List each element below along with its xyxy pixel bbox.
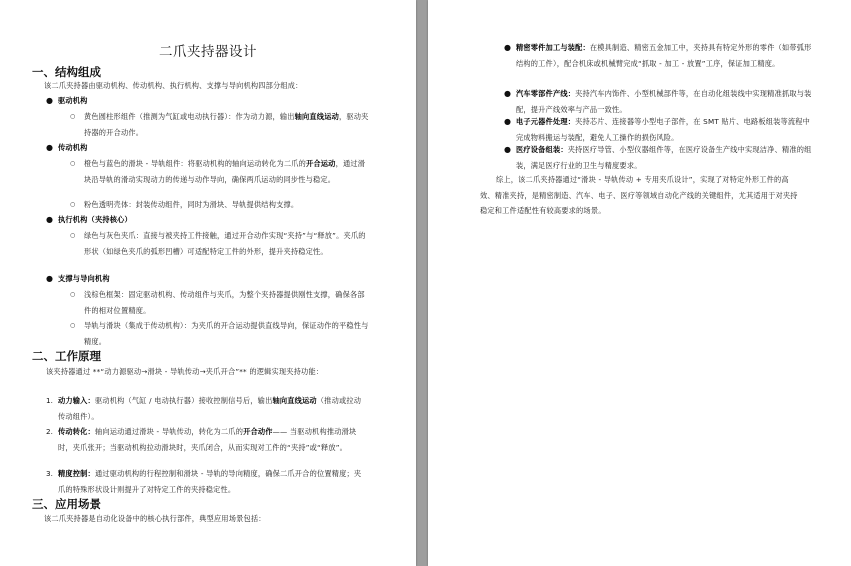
bullet-disc-icon: ● (504, 89, 511, 98)
bullet-disc-icon: ● (46, 96, 53, 105)
structure-item-title: 执行机构（夹持核心） (58, 215, 132, 224)
section-heading-structure: 一、结构组成 (32, 65, 101, 79)
step-number: 1. (46, 396, 53, 405)
bullet-circle-icon: ○ (70, 160, 76, 167)
document-page-left (0, 0, 416, 566)
applications-intro: 该二爪夹持器是自动化设备中的核心执行部件，典型应用场景包括： (44, 514, 266, 523)
bullet-circle-icon: ○ (70, 291, 76, 298)
application-item: 精密零件加工与装配：在模具制造、精密五金加工中，夹持具有特定外形的零件（如带弧形结构的工件），配合机床或机械臂完成“抓取 - 加工 - 放置”工序，保证加工精度。 (516, 43, 812, 68)
document-title: 二爪夹持器设计 (159, 44, 257, 60)
structure-sub-item: 黄色圆柱形组件（推测为气缸或电动执行器）：作为动力源，输出轴向直线运动，驱动夹持器的开合动作。 (84, 112, 369, 137)
conclusion-paragraph: 综上，该二爪夹持器通过“滑块 - 导轨传动 + 专用夹爪设计”，实现了对特定外形工件的高效、精准夹持，是精密制造、汽车、电子、医疗等领域自动化产线的关键组件，尤其适用于对夹持稳定和工件适配性有较高要求的场景。 (480, 175, 798, 216)
application-item: 汽车零部件产线：夹持汽车内饰件、小型机械部件等，在自动化组装线中实现精准抓取与装配，提升产线效率与产品一致性。 (516, 89, 812, 114)
bullet-disc-icon: ● (504, 117, 511, 126)
structure-item-title: 传动机构 (58, 143, 88, 152)
principle-step: 传动转化：轴向运动通过滑块 - 导轨传动，转化为二爪的开合动作—— 当驱动机构推动滑块时，夹爪张开；当驱动机构拉动滑块时，夹爪闭合，从而实现对工件的“夹持”或“释放”。 (58, 427, 357, 452)
structure-intro: 该二爪夹持器由驱动机构、传动机构、执行机构、支撑与导向机构四部分组成： (44, 81, 303, 90)
principle-step: 精度控制：通过驱动机构的行程控制和滑块 - 导轨的导向精度，确保二爪开合的位置精度；夹爪的特殊形状设计则提升了对特定工件的夹持稳定性。 (58, 469, 362, 494)
application-item: 医疗设备组装：夹持医疗导管、小型仪器组件等，在医疗设备生产线中实现洁净、精准的组装，满足医疗行业的卫生与精度要求。 (516, 145, 812, 170)
structure-sub-item: 导轨与滑块（集成于传动机构）：为夹爪的开合运动提供直线导向，保证动作的平稳性与精度。 (84, 321, 369, 346)
step-number: 3. (46, 469, 53, 478)
section-heading-applications: 三、应用场景 (32, 497, 101, 511)
bullet-disc-icon: ● (504, 43, 511, 52)
principle-intro: 该夹持器通过 **“动力源驱动→滑块 - 导轨传动→夹爪开合”** 的逻辑实现夹持功能： (46, 367, 324, 376)
step-number: 2. (46, 427, 53, 436)
document-page-right (428, 0, 851, 566)
structure-sub-item: 粉色透明壳体：封装传动组件，同时为滑块、导轨提供结构支撑。 (84, 200, 299, 209)
structure-item-title: 支撑与导向机构 (58, 274, 110, 283)
principle-step: 动力输入：驱动机构（气缸 / 电动执行器）接收控制信号后，输出轴向直线运动（推动或拉动传动组件）。 (58, 396, 362, 421)
bullet-disc-icon: ● (504, 145, 511, 154)
bullet-circle-icon: ○ (70, 113, 76, 120)
bullet-circle-icon: ○ (70, 322, 76, 329)
structure-sub-item: 浅棕色框架：固定驱动机构、传动组件与夹爪，为整个夹持器提供刚性支撑，确保各部件的相对位置精度。 (84, 290, 365, 315)
bullet-disc-icon: ● (46, 143, 53, 152)
application-item: 电子元器件处理：夹持芯片、连接器等小型电子部件，在 SMT 贴片、电路板组装等流程中完成物料搬运与装配，避免人工操作的损伤风险。 (516, 117, 811, 142)
structure-sub-item: 橙色与蓝色的滑块 - 导轨组件：将驱动机构的轴向运动转化为二爪的开合运动，通过滑块沿导轨的滑动实现动力的传递与动作导向，确保两爪运动的同步性与稳定。 (84, 159, 366, 184)
bullet-circle-icon: ○ (70, 232, 76, 239)
bullet-disc-icon: ● (46, 215, 53, 224)
section-heading-principle: 二、工作原理 (32, 349, 101, 363)
structure-sub-item: 绿色与灰色夹爪：直接与被夹持工件接触，通过开合动作实现“夹持”与“释放”。夹爪的形状（如绿色夹爪的弧形凹槽）可适配特定工件的外形，提升夹持稳定性。 (84, 231, 366, 256)
bullet-disc-icon: ● (46, 274, 53, 283)
bullet-circle-icon: ○ (70, 201, 76, 208)
structure-item-title: 驱动机构 (58, 96, 88, 105)
